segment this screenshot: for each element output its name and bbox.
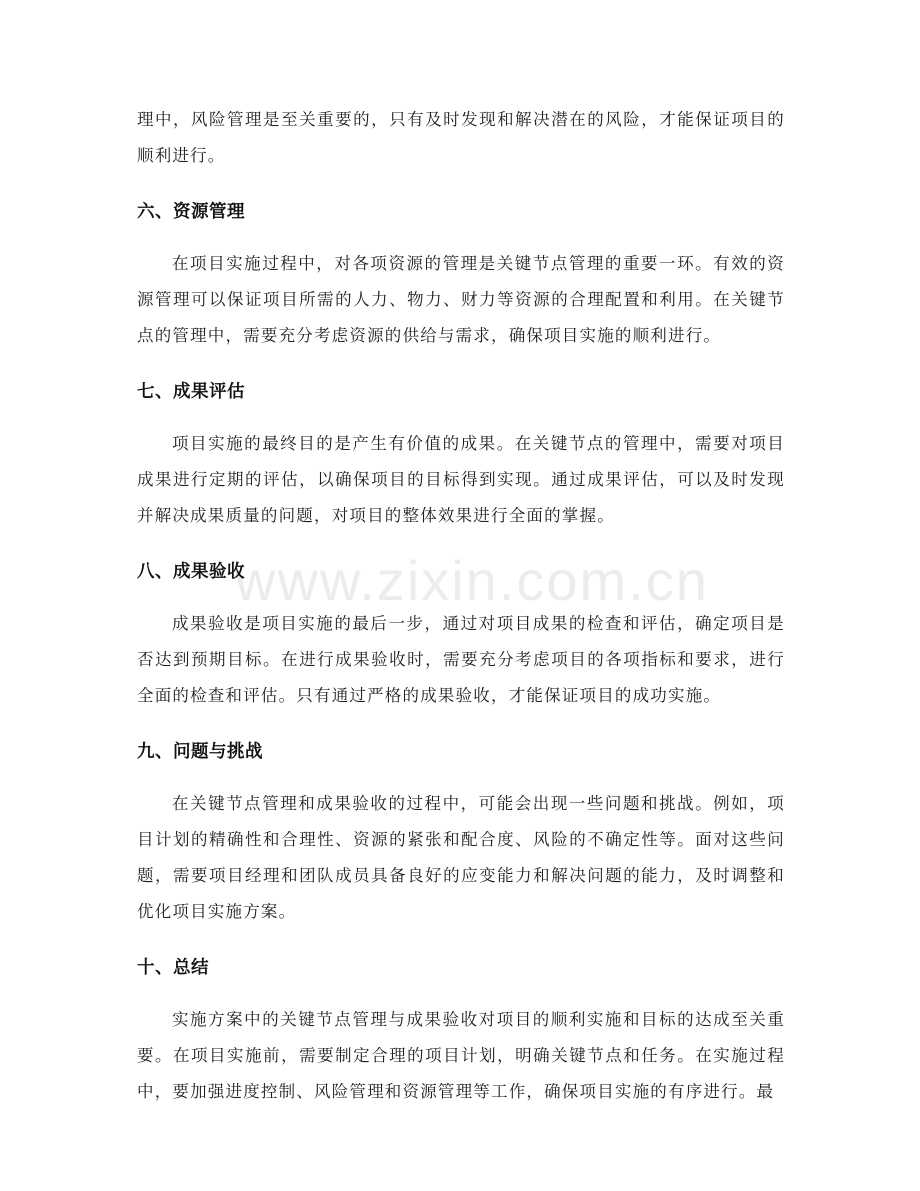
section-heading-resource-management: 六、资源管理 bbox=[137, 202, 245, 222]
section-paragraph-outcome-evaluation: 项目实施的最终目的是产生有价值的成果。在关键节点的管理中，需要对项目成果进行定期的评估，以确保项目的目标得到实现。通过成果评估，可以及时发现并解决成果质量的问题，对项目的整体效果进行全面的掌握。 bbox=[137, 434, 785, 525]
section-paragraph-summary: 实施方案中的关键节点管理与成果验收对项目的顺利实施和目标的达成至关重要。在项目实施前，需要制定合理的项目计划，明确关键节点和任务。在实施过程中，要加强进度控制、风险管理和资源管理等工作，确保项目实施的有序进行。最 bbox=[137, 1010, 785, 1101]
document-body bbox=[137, 102, 785, 1110]
section-heading-outcome-evaluation: 七、成果评估 bbox=[137, 382, 245, 402]
section-paragraph-outcome-acceptance: 成果验收是项目实施的最后一步，通过对项目成果的检查和评估，确定项目是否达到预期目标。在进行成果验收时，需要充分考虑项目的各项指标和要求，进行全面的检查和评估。只有通过严格的成果验收，才能保证项目的成功实施。 bbox=[137, 614, 785, 705]
watermark: www.zixin.com.cn bbox=[235, 549, 709, 612]
section-heading-problems-challenges: 九、问题与挑战 bbox=[137, 742, 263, 762]
section-heading-summary: 十、总结 bbox=[137, 958, 209, 978]
section-paragraph-resource-management: 在项目实施过程中，对各项资源的管理是关键节点管理的重要一环。有效的资源管理可以保证项目所需的人力、物力、财力等资源的合理配置和利用。在关键节点的管理中，需要充分考虑资源的供给与需求，确保项目实施的顺利进行。 bbox=[137, 254, 785, 345]
section-paragraph-problems-challenges: 在关键节点管理和成果验收的过程中，可能会出现一些问题和挑战。例如，项目计划的精确性和合理性、资源的紧张和配合度、风险的不确定性等。面对这些问题，需要项目经理和团队成员具备良好的应变能力和解决问题的能力，及时调整和优化项目实施方案。 bbox=[137, 794, 785, 921]
intro-paragraph: 理中，风险管理是至关重要的，只有及时发现和解决潜在的风险，才能保证项目的顺利进行。 bbox=[137, 110, 785, 165]
section-heading-outcome-acceptance: 八、成果验收 bbox=[137, 562, 245, 582]
